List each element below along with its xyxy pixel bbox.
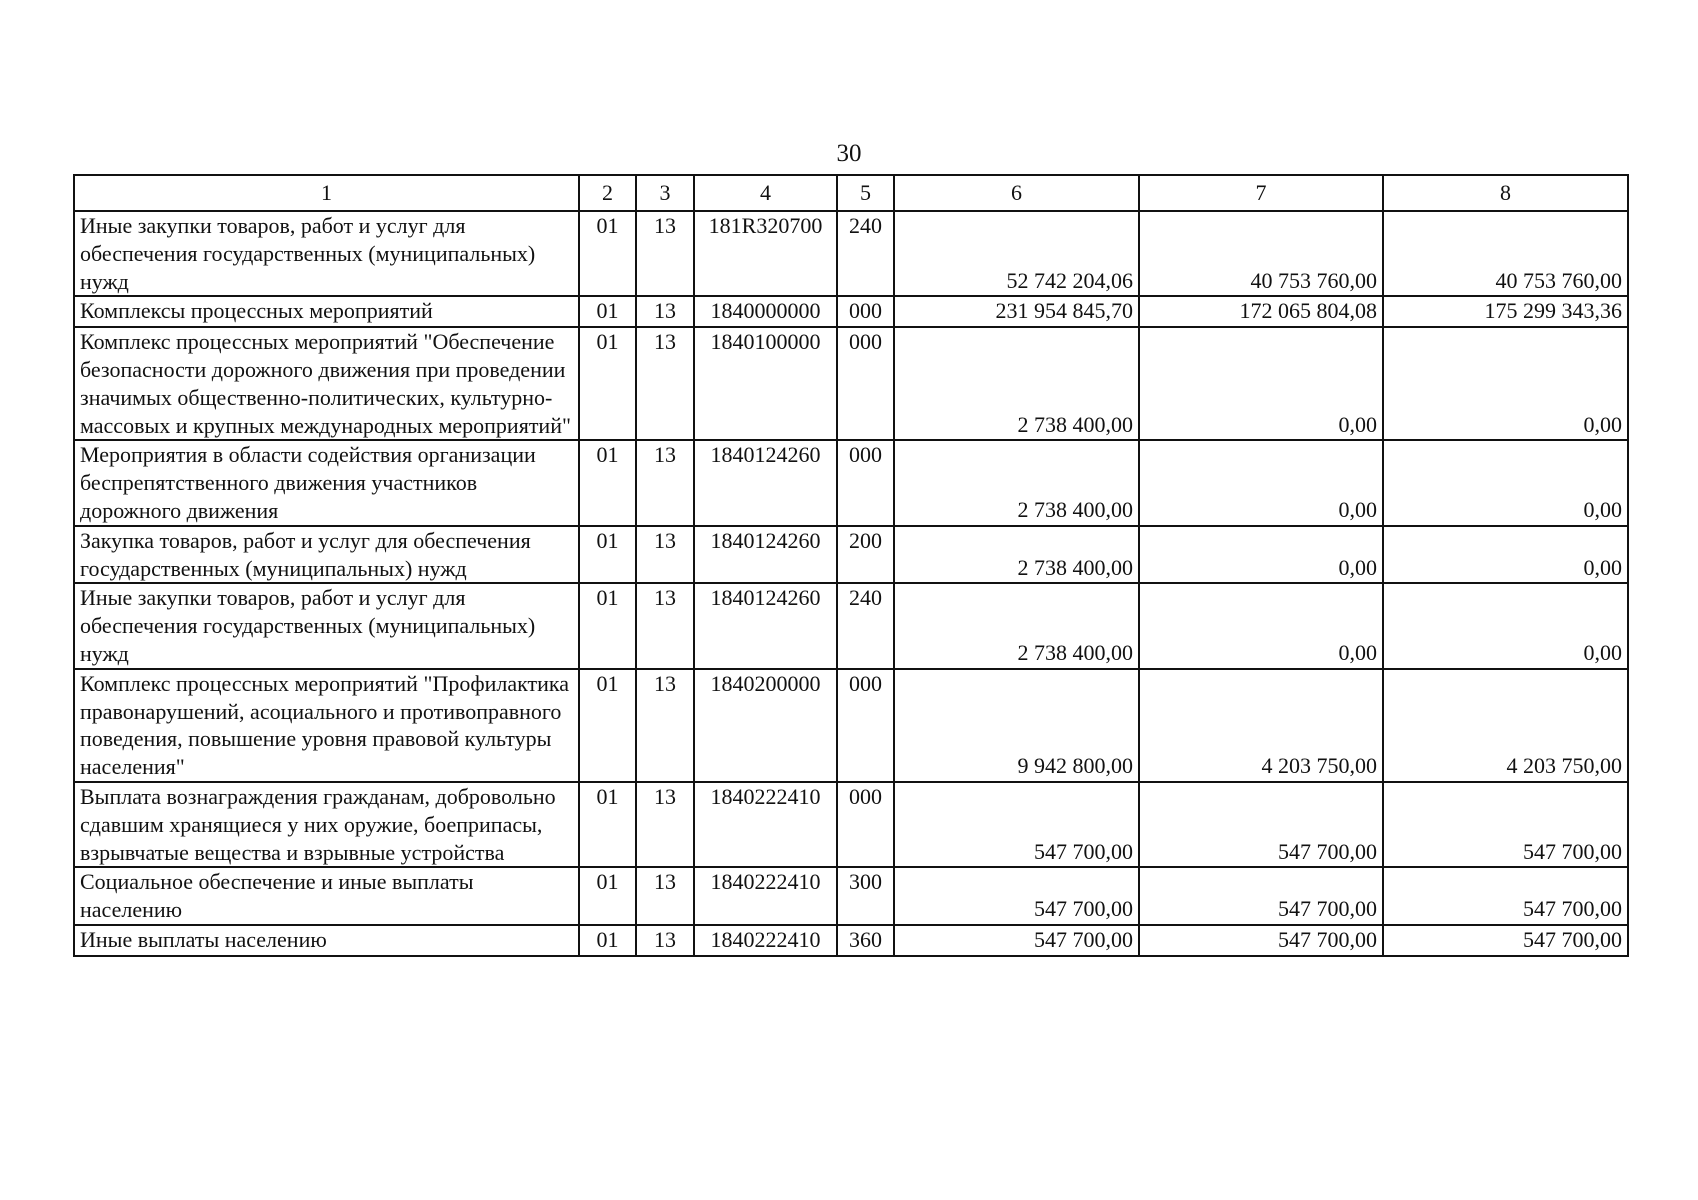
target-article-code-cell: 1840100000 xyxy=(694,327,837,440)
expense-type-code-cell: 000 xyxy=(837,669,894,782)
section-code-cell: 01 xyxy=(579,211,636,296)
amount-year2-cell: 172 065 804,08 xyxy=(1139,296,1383,327)
target-article-code-cell: 1840222410 xyxy=(694,782,837,867)
row-name-cell: Комплекс процессных мероприятий "Обеспечение безопасности дорожного движения при проведении значимых общественно-политических, культурно-массовых и крупных международных мероприятий" xyxy=(74,327,579,440)
row-name-cell: Социальное обеспечение и иные выплаты населению xyxy=(74,867,579,925)
table-row xyxy=(74,526,1628,584)
section-code-cell: 01 xyxy=(579,669,636,782)
column-header: 6 xyxy=(894,175,1139,211)
amount-year1-cell: 9 942 800,00 xyxy=(894,669,1139,782)
subsection-code-cell: 13 xyxy=(636,296,694,327)
amount-year2-cell: 4 203 750,00 xyxy=(1139,669,1383,782)
target-article-code-cell: 1840222410 xyxy=(694,925,837,956)
amount-year1-cell: 2 738 400,00 xyxy=(894,327,1139,440)
expense-type-code-cell: 000 xyxy=(837,440,894,525)
header-row xyxy=(74,175,1628,211)
amount-year1-cell: 2 738 400,00 xyxy=(894,583,1139,668)
expense-type-code-cell: 000 xyxy=(837,782,894,867)
amount-year2-cell: 0,00 xyxy=(1139,327,1383,440)
amount-year3-cell: 0,00 xyxy=(1383,440,1628,525)
table-row xyxy=(74,669,1628,782)
row-name-cell: Мероприятия в области содействия организации беспрепятственного движения участников дорожного движения xyxy=(74,440,579,525)
amount-year3-cell: 547 700,00 xyxy=(1383,867,1628,925)
column-header: 1 xyxy=(74,175,579,211)
amount-year1-cell: 2 738 400,00 xyxy=(894,440,1139,525)
table-row xyxy=(74,327,1628,440)
table-row xyxy=(74,782,1628,867)
row-name-cell: Иные выплаты населению xyxy=(74,925,579,956)
amount-year1-cell: 2 738 400,00 xyxy=(894,526,1139,584)
amount-year1-cell: 547 700,00 xyxy=(894,867,1139,925)
page-number: 30 xyxy=(836,140,862,167)
target-article-code-cell: 181R320700 xyxy=(694,211,837,296)
budget-table xyxy=(73,174,1629,957)
column-header: 8 xyxy=(1383,175,1628,211)
section-code-cell: 01 xyxy=(579,526,636,584)
amount-year3-cell: 547 700,00 xyxy=(1383,782,1628,867)
column-header: 7 xyxy=(1139,175,1383,211)
amount-year3-cell: 547 700,00 xyxy=(1383,925,1628,956)
target-article-code-cell: 1840124260 xyxy=(694,583,837,668)
section-code-cell: 01 xyxy=(579,583,636,668)
amount-year3-cell: 4 203 750,00 xyxy=(1383,669,1628,782)
target-article-code-cell: 1840000000 xyxy=(694,296,837,327)
subsection-code-cell: 13 xyxy=(636,440,694,525)
section-code-cell: 01 xyxy=(579,296,636,327)
section-code-cell: 01 xyxy=(579,327,636,440)
target-article-code-cell: 1840124260 xyxy=(694,440,837,525)
row-name-cell: Комплекс процессных мероприятий "Профилактика правонарушений, асоциального и противоправного поведения, повышение уровня правовой культуры населения" xyxy=(74,669,579,782)
row-name-cell: Закупка товаров, работ и услуг для обеспечения государственных (муниципальных) нужд xyxy=(74,526,579,584)
column-header: 3 xyxy=(636,175,694,211)
expense-type-code-cell: 000 xyxy=(837,296,894,327)
section-code-cell: 01 xyxy=(579,925,636,956)
target-article-code-cell: 1840222410 xyxy=(694,867,837,925)
amount-year1-cell: 547 700,00 xyxy=(894,925,1139,956)
row-name-cell: Комплексы процессных мероприятий xyxy=(74,296,579,327)
expense-type-code-cell: 300 xyxy=(837,867,894,925)
row-name-cell: Иные закупки товаров, работ и услуг для обеспечения государственных (муниципальных) нужд xyxy=(74,211,579,296)
expense-type-code-cell: 360 xyxy=(837,925,894,956)
table-body xyxy=(74,211,1628,956)
amount-year3-cell: 0,00 xyxy=(1383,327,1628,440)
subsection-code-cell: 13 xyxy=(636,211,694,296)
column-header: 2 xyxy=(579,175,636,211)
table-row xyxy=(74,867,1628,925)
section-code-cell: 01 xyxy=(579,782,636,867)
amount-year1-cell: 231 954 845,70 xyxy=(894,296,1139,327)
table-row xyxy=(74,925,1628,956)
expense-type-code-cell: 240 xyxy=(837,583,894,668)
subsection-code-cell: 13 xyxy=(636,925,694,956)
amount-year3-cell: 40 753 760,00 xyxy=(1383,211,1628,296)
subsection-code-cell: 13 xyxy=(636,583,694,668)
subsection-code-cell: 13 xyxy=(636,526,694,584)
column-header: 4 xyxy=(694,175,837,211)
amount-year3-cell: 0,00 xyxy=(1383,583,1628,668)
amount-year2-cell: 547 700,00 xyxy=(1139,867,1383,925)
amount-year2-cell: 0,00 xyxy=(1139,440,1383,525)
row-name-cell: Выплата вознаграждения гражданам, добровольно сдавшим хранящиеся у них оружие, боеприпасы, взрывчатые вещества и взрывные устройства xyxy=(74,782,579,867)
amount-year2-cell: 0,00 xyxy=(1139,583,1383,668)
table-row xyxy=(74,296,1628,327)
section-code-cell: 01 xyxy=(579,440,636,525)
column-header: 5 xyxy=(837,175,894,211)
amount-year1-cell: 547 700,00 xyxy=(894,782,1139,867)
subsection-code-cell: 13 xyxy=(636,669,694,782)
subsection-code-cell: 13 xyxy=(636,782,694,867)
subsection-code-cell: 13 xyxy=(636,867,694,925)
amount-year2-cell: 547 700,00 xyxy=(1139,925,1383,956)
section-code-cell: 01 xyxy=(579,867,636,925)
amount-year2-cell: 40 753 760,00 xyxy=(1139,211,1383,296)
expense-type-code-cell: 200 xyxy=(837,526,894,584)
expense-type-code-cell: 000 xyxy=(837,327,894,440)
amount-year2-cell: 547 700,00 xyxy=(1139,782,1383,867)
table-row xyxy=(74,211,1628,296)
expense-type-code-cell: 240 xyxy=(837,211,894,296)
amount-year3-cell: 175 299 343,36 xyxy=(1383,296,1628,327)
row-name-cell: Иные закупки товаров, работ и услуг для обеспечения государственных (муниципальных) нужд xyxy=(74,583,579,668)
subsection-code-cell: 13 xyxy=(636,327,694,440)
target-article-code-cell: 1840124260 xyxy=(694,526,837,584)
amount-year3-cell: 0,00 xyxy=(1383,526,1628,584)
table-row xyxy=(74,440,1628,525)
table-row xyxy=(74,583,1628,668)
amount-year1-cell: 52 742 204,06 xyxy=(894,211,1139,296)
amount-year2-cell: 0,00 xyxy=(1139,526,1383,584)
target-article-code-cell: 1840200000 xyxy=(694,669,837,782)
